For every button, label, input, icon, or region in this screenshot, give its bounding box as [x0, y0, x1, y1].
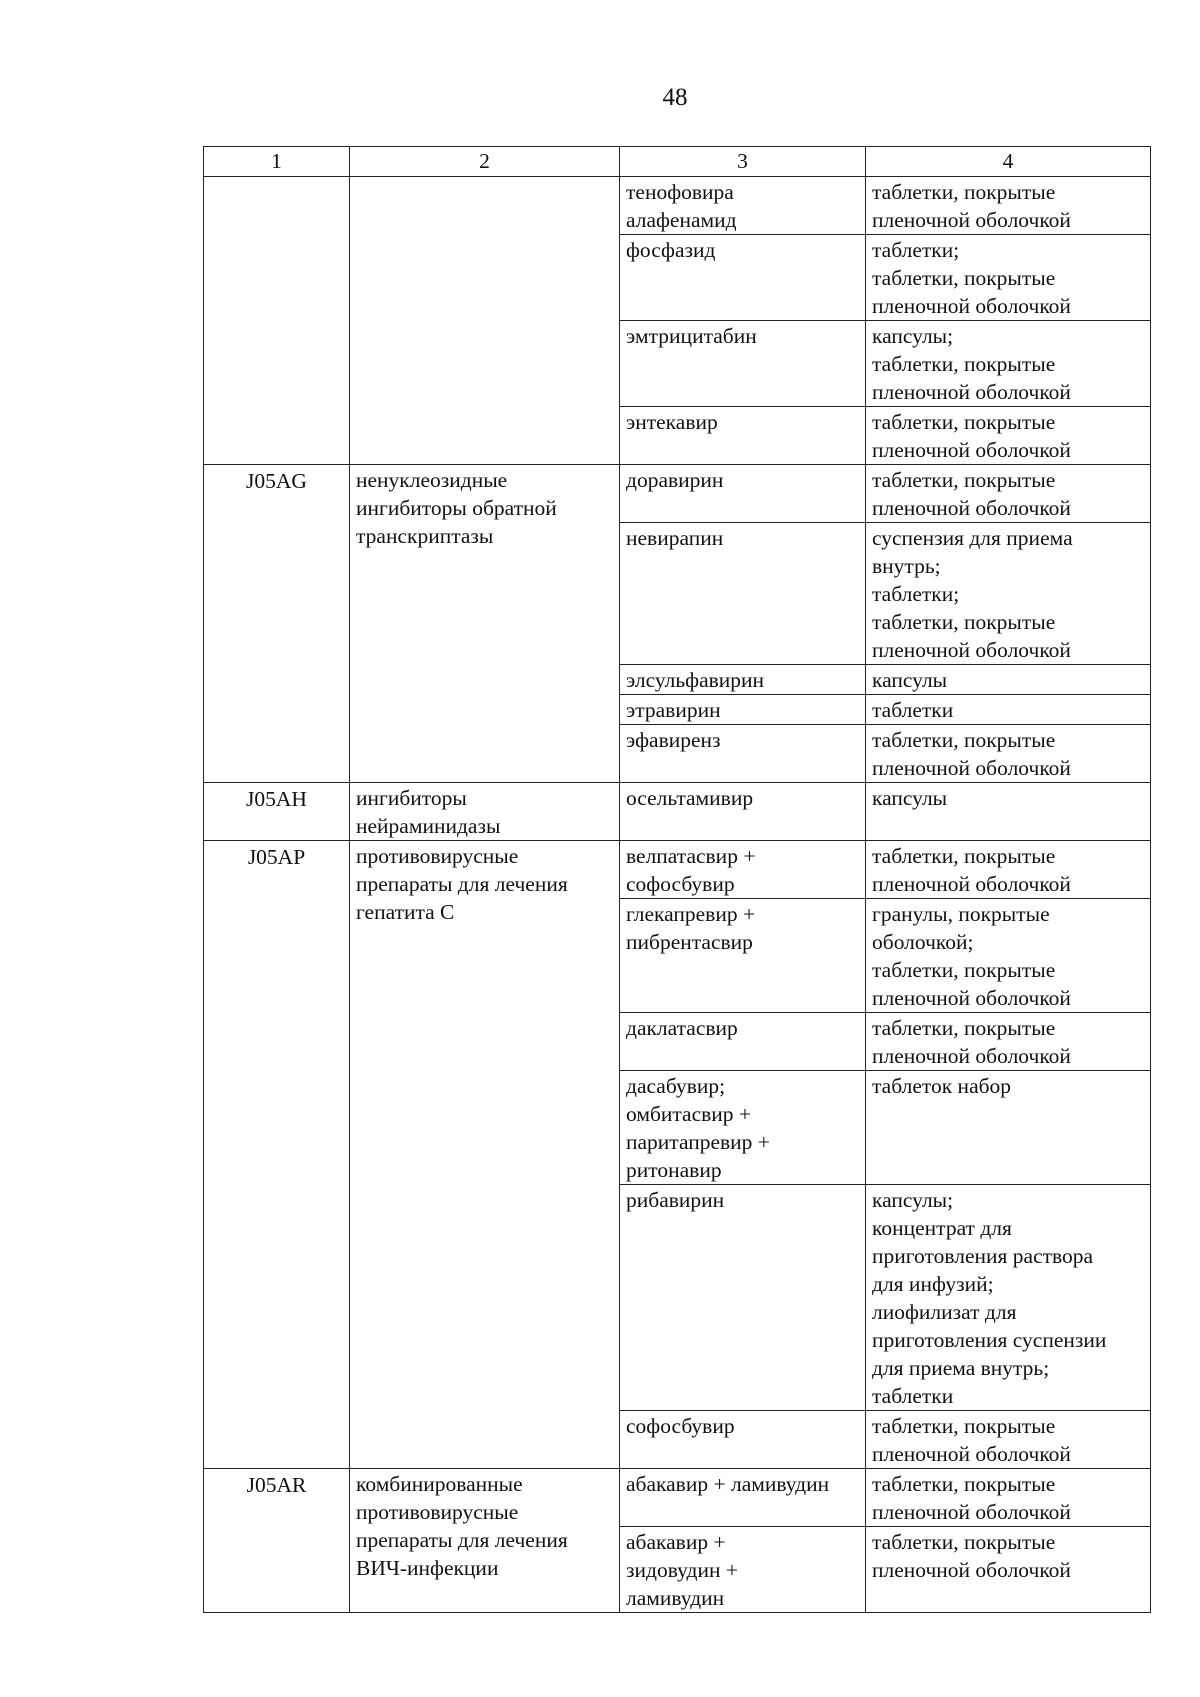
- group-description-line: ВИЧ-инфекции: [356, 1556, 499, 1580]
- dosage-form-line: пленочной оболочкой: [872, 1500, 1071, 1524]
- dosage-form-line: таблетки, покрытые: [872, 1530, 1056, 1554]
- dosage-form-line: лиофилизат для: [872, 1300, 1017, 1324]
- dosage-form-line: приготовления раствора: [872, 1244, 1094, 1268]
- drug-name-line: осельтамивир: [626, 786, 754, 810]
- atc-code-cell: J05AP: [204, 841, 350, 1469]
- drug-name-line: алафенамид: [626, 208, 737, 232]
- dosage-form-line: пленочной оболочкой: [872, 756, 1071, 780]
- drug-name-line: зидовудин +: [626, 1558, 738, 1582]
- table-row: [204, 177, 1151, 235]
- dosage-form-line: для инфузий;: [872, 1272, 994, 1296]
- drug-name-line: паритапревир +: [626, 1130, 770, 1154]
- dosage-form-line: таблетки, покрытые: [872, 1472, 1056, 1496]
- drug-name-cell: [620, 1411, 866, 1469]
- dosage-form-line: пленочной оболочкой: [872, 208, 1071, 232]
- table-row: [204, 783, 1151, 841]
- dosage-form-line: суспензия для приема: [872, 526, 1073, 550]
- drug-name-line: тенофовира: [626, 180, 734, 204]
- group-description-line: противовирусные: [356, 844, 519, 868]
- group-description-cell: [350, 783, 620, 841]
- drug-name-cell: [620, 321, 866, 407]
- dosage-form-cell: [866, 1469, 1151, 1527]
- dosage-form-line: таблетки, покрытые: [872, 844, 1056, 868]
- dosage-form-cell: [866, 407, 1151, 465]
- drug-name-line: эмтрицитабин: [626, 324, 757, 348]
- drug-name-line: омбитасвир +: [626, 1102, 752, 1126]
- dosage-form-cell: [866, 899, 1151, 1013]
- drug-name-cell: [620, 235, 866, 321]
- dosage-form-line: таблетки, покрытые: [872, 410, 1056, 434]
- dosage-form-cell: [866, 465, 1151, 523]
- drug-name-line: абакавир +: [626, 1530, 726, 1554]
- drug-name-line: элсульфавирин: [626, 668, 765, 692]
- dosage-form-cell: [866, 177, 1151, 235]
- dosage-form-line: капсулы: [872, 668, 948, 692]
- dosage-form-line: пленочной оболочкой: [872, 496, 1071, 520]
- dosage-form-line: для приема внутрь;: [872, 1356, 1050, 1380]
- dosage-form-line: приготовления суспензии: [872, 1328, 1107, 1352]
- group-description-line: нейраминидазы: [356, 814, 501, 838]
- dosage-form-line: пленочной оболочкой: [872, 872, 1071, 896]
- dosage-form-cell: [866, 695, 1151, 725]
- dosage-form-line: таблетки, покрытые: [872, 728, 1056, 752]
- drug-name-line: глекапревир +: [626, 902, 756, 926]
- atc-code-cell: [204, 177, 350, 465]
- dosage-form-line: пленочной оболочкой: [872, 294, 1071, 318]
- dosage-form-line: таблетки, покрытые: [872, 352, 1056, 376]
- dosage-form-line: пленочной оболочкой: [872, 986, 1071, 1010]
- dosage-form-line: таблетки, покрытые: [872, 1414, 1056, 1438]
- group-description-line: препараты для лечения: [356, 1528, 568, 1552]
- drug-name-cell: [620, 1469, 866, 1527]
- drug-name-cell: [620, 665, 866, 695]
- dosage-form-line: концентрат для: [872, 1216, 1012, 1240]
- dosage-form-line: таблетки, покрытые: [872, 958, 1056, 982]
- dosage-form-line: внутрь;: [872, 554, 941, 578]
- drug-name-cell: [620, 783, 866, 841]
- drug-name-cell: [620, 1071, 866, 1185]
- group-description-line: противовирусные: [356, 1500, 519, 1524]
- dosage-form-line: таблетки: [872, 698, 954, 722]
- drug-name-line: пибрентасвир: [626, 930, 753, 954]
- drug-name-cell: [620, 465, 866, 523]
- drug-name-line: фосфазид: [626, 238, 716, 262]
- group-description-cell: [350, 1469, 620, 1613]
- dosage-form-cell: [866, 523, 1151, 665]
- drug-name-cell: [620, 695, 866, 725]
- dosage-form-line: капсулы: [872, 786, 948, 810]
- dosage-form-line: таблетки;: [872, 582, 960, 606]
- dosage-form-cell: [866, 665, 1151, 695]
- dosage-form-cell: [866, 1013, 1151, 1071]
- drug-name-line: велпатасвир +: [626, 844, 756, 868]
- table-row: [204, 841, 1151, 899]
- drug-name-line: дасабувир;: [626, 1074, 726, 1098]
- dosage-form-line: таблеток набор: [872, 1074, 1012, 1098]
- dosage-form-line: оболочкой;: [872, 930, 974, 954]
- dosage-form-line: пленочной оболочкой: [872, 438, 1071, 462]
- group-description-cell: [350, 465, 620, 783]
- dosage-form-line: таблетки, покрытые: [872, 1016, 1056, 1040]
- dosage-form-line: капсулы;: [872, 1188, 954, 1212]
- dosage-form-cell: [866, 1071, 1151, 1185]
- column-header-3: 3: [620, 147, 866, 177]
- drug-name-line: ритонавир: [626, 1158, 722, 1182]
- dosage-form-line: пленочной оболочкой: [872, 1558, 1071, 1582]
- table-row: [204, 1469, 1151, 1527]
- group-description-line: ингибиторы: [356, 786, 467, 810]
- drug-name-cell: [620, 1013, 866, 1071]
- dosage-form-line: капсулы;: [872, 324, 954, 348]
- drug-name-cell: [620, 1185, 866, 1411]
- drug-name-line: невирапин: [626, 526, 724, 550]
- drug-name-line: доравирин: [626, 468, 724, 492]
- group-description-line: комбинированные: [356, 1472, 523, 1496]
- page-number: 48: [662, 84, 688, 111]
- drug-name-line: рибавирин: [626, 1188, 725, 1212]
- dosage-form-line: пленочной оболочкой: [872, 638, 1071, 662]
- group-description-line: транскриптазы: [356, 524, 494, 548]
- dosage-form-cell: [866, 783, 1151, 841]
- drug-name-line: ламивудин: [626, 1586, 725, 1610]
- drug-name-cell: [620, 899, 866, 1013]
- atc-code-cell: J05AH: [204, 783, 350, 841]
- table-row: [204, 465, 1151, 523]
- drug-table: [203, 146, 1151, 1613]
- drug-name-cell: [620, 725, 866, 783]
- atc-code-cell: J05AR: [204, 1469, 350, 1613]
- dosage-form-line: пленочной оболочкой: [872, 1044, 1071, 1068]
- drug-name-line: даклатасвир: [626, 1016, 738, 1040]
- drug-name-cell: [620, 841, 866, 899]
- dosage-form-line: гранулы, покрытые: [872, 902, 1050, 926]
- group-description-line: гепатита С: [356, 900, 455, 924]
- drug-name-line: этравирин: [626, 698, 721, 722]
- group-description-line: ингибиторы обратной: [356, 496, 557, 520]
- dosage-form-line: таблетки;: [872, 238, 960, 262]
- dosage-form-line: таблетки: [872, 1384, 954, 1408]
- drug-name-line: софосбувир: [626, 872, 735, 896]
- dosage-form-cell: [866, 1411, 1151, 1469]
- dosage-form-line: таблетки, покрытые: [872, 266, 1056, 290]
- dosage-form-cell: [866, 1185, 1151, 1411]
- dosage-form-line: таблетки, покрытые: [872, 610, 1056, 634]
- drug-name-line: эфавиренз: [626, 728, 721, 752]
- dosage-form-line: пленочной оболочкой: [872, 380, 1071, 404]
- dosage-form-cell: [866, 725, 1151, 783]
- atc-code-cell: J05AG: [204, 465, 350, 783]
- drug-name-line: абакавир + ламивудин: [626, 1472, 830, 1496]
- dosage-form-line: таблетки, покрытые: [872, 180, 1056, 204]
- header-row: [204, 147, 1151, 177]
- group-description-line: препараты для лечения: [356, 872, 568, 896]
- drug-name-cell: [620, 407, 866, 465]
- drug-name-line: софосбувир: [626, 1414, 735, 1438]
- dosage-form-line: пленочной оболочкой: [872, 1442, 1071, 1466]
- drug-name-cell: [620, 523, 866, 665]
- dosage-form-cell: [866, 235, 1151, 321]
- drug-name-cell: [620, 177, 866, 235]
- column-header-2: 2: [350, 147, 620, 177]
- column-header-4: 4: [866, 147, 1151, 177]
- dosage-form-cell: [866, 841, 1151, 899]
- drug-name-cell: [620, 1527, 866, 1613]
- column-header-1: 1: [204, 147, 350, 177]
- group-description-cell: [350, 841, 620, 1469]
- group-description-cell: [350, 177, 620, 465]
- dosage-form-cell: [866, 1527, 1151, 1613]
- drug-name-line: энтекавир: [626, 410, 718, 434]
- dosage-form-cell: [866, 321, 1151, 407]
- group-description-line: ненуклеозидные: [356, 468, 508, 492]
- dosage-form-line: таблетки, покрытые: [872, 468, 1056, 492]
